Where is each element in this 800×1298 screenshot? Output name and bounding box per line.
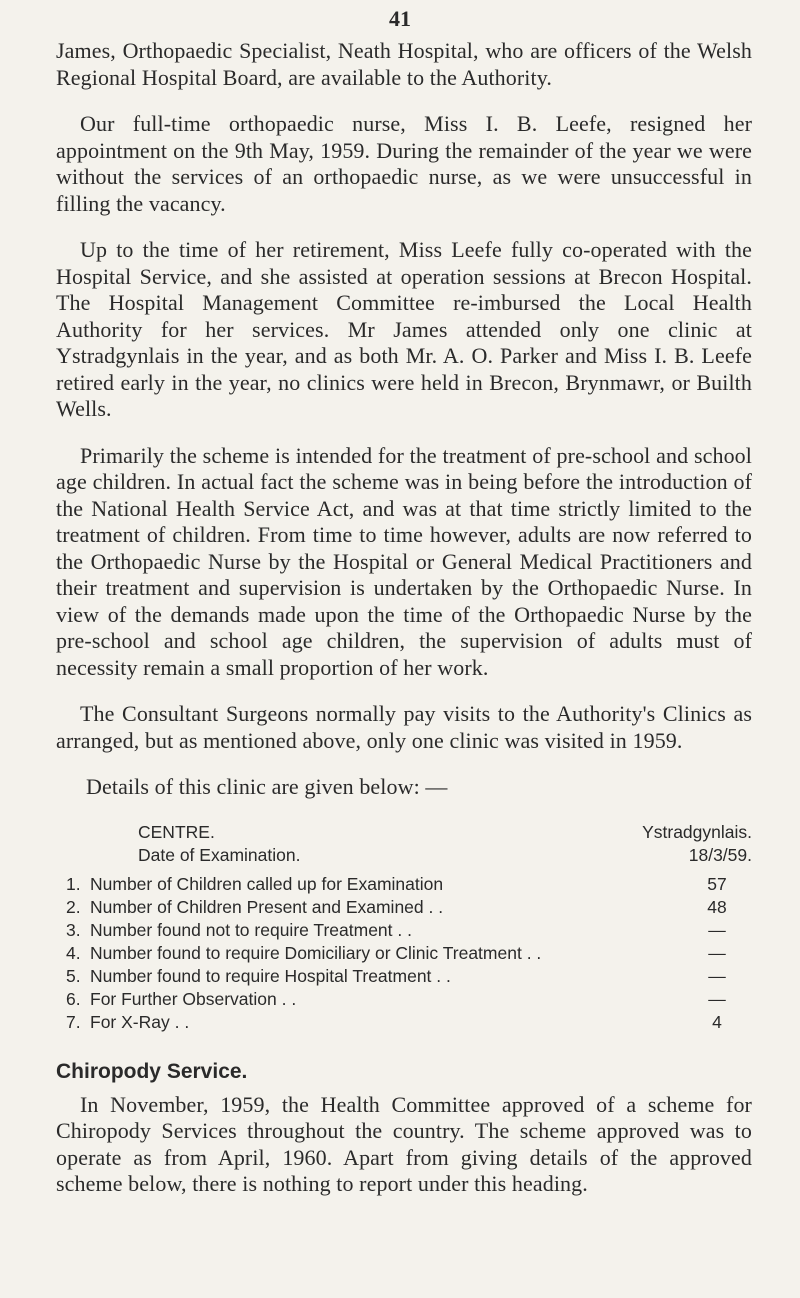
details-intro: Details of this clinic are given below: —	[86, 774, 448, 799]
paragraph: Primarily the scheme is intended for the treatment of pre-school and school age children. In actual fact the scheme was in being before the introduction of the National Health Service Act, and was at that time strictly limited to the treatment of children. From time to time however, adults are now referred to the Orthopaedic Nurse by the Hospital or General Medical Practitioners and their treatment and supervision is undertaken by the Orthopaedic Nurse. In view of the demands made upon the time of the Orthopaedic Nurse by the pre-school and school age children, the supervision of adults must of necessity remain a small proportion of her work.	[56, 442, 752, 680]
table-row	[66, 988, 752, 1011]
table-row	[66, 942, 752, 965]
row-value: —	[708, 942, 726, 963]
clinic-details-table	[66, 821, 752, 1034]
row-value: —	[708, 988, 726, 1009]
page-number: 41	[389, 6, 411, 31]
centre-label: CENTRE.	[138, 821, 215, 842]
section-heading-chiropody: Chiropody Service.	[56, 1059, 248, 1083]
date-label: Date of Examination.	[138, 844, 301, 865]
row-number: 5.	[66, 965, 81, 986]
row-label: For Further Observation . .	[90, 988, 297, 1009]
row-number: 2.	[66, 896, 81, 917]
paragraph-chiropody: In November, 1959, the Health Committee approved of a scheme for Chiropody Services throughout the country. The scheme approved was to operate as from April, 1960. Apart from giving details of the approved scheme below, there is nothing to report under this heading.	[56, 1091, 752, 1196]
row-value: 4	[712, 1011, 722, 1032]
row-label: For X-Ray . .	[90, 1011, 190, 1032]
row-label: Number of Children Present and Examined . .	[90, 896, 444, 917]
paragraph: Up to the time of her retirement, Miss Leefe fully co-operated with the Hospital Service, and she assisted at operation sessions at Brecon Hospital. The Hospital Management Committee re-imbursed the Local Health Authority for her services. Mr James attended only one clinic at Ystradgynlais in the year, and as both Mr. A. O. Parker and Miss I. B. Leefe retired early in the year, no clinics were held in Brecon, Brynmawr, or Builth Wells.	[56, 237, 752, 421]
row-number: 1.	[66, 873, 81, 894]
table-row	[66, 965, 752, 988]
row-number: 3.	[66, 919, 81, 940]
row-label: Number found to require Hospital Treatment . .	[90, 965, 451, 986]
table-header-date	[66, 844, 752, 867]
date-value: 18/3/59.	[688, 844, 752, 865]
row-value: 48	[707, 896, 727, 917]
table-row	[66, 873, 752, 896]
row-number: 4.	[66, 942, 81, 963]
row-number: 7.	[66, 1011, 81, 1032]
paragraph: James, Orthopaedic Specialist, Neath Hospital, who are officers of the Welsh Regional Hospital Board, are available to the Authority.	[56, 38, 752, 90]
row-label: Number of Children called up for Examination	[90, 873, 444, 894]
row-label: Number found not to require Treatment . .	[90, 919, 412, 940]
row-value: 57	[707, 873, 727, 894]
table-header-centre	[66, 821, 752, 844]
body-text	[56, 38, 752, 1218]
table-row	[66, 919, 752, 942]
table-row	[66, 896, 752, 919]
paragraph: The Consultant Surgeons normally pay visits to the Authority's Clinics as arranged, but as mentioned above, only one clinic was visited in 1959.	[56, 701, 752, 753]
centre-value: Ystradgynlais.	[642, 821, 752, 842]
paragraph: Our full-time orthopaedic nurse, Miss I. B. Leefe, resigned her appointment on the 9th May, 1959. During the remainder of the year we were without the services of an orthopaedic nurse, as we were unsuccessful in filling the vacancy.	[56, 111, 752, 216]
row-value: —	[708, 919, 726, 940]
table-row	[66, 1011, 752, 1034]
row-label: Number found to require Domiciliary or Clinic Treatment . .	[90, 942, 542, 963]
row-value: —	[708, 965, 726, 986]
row-number: 6.	[66, 988, 81, 1009]
